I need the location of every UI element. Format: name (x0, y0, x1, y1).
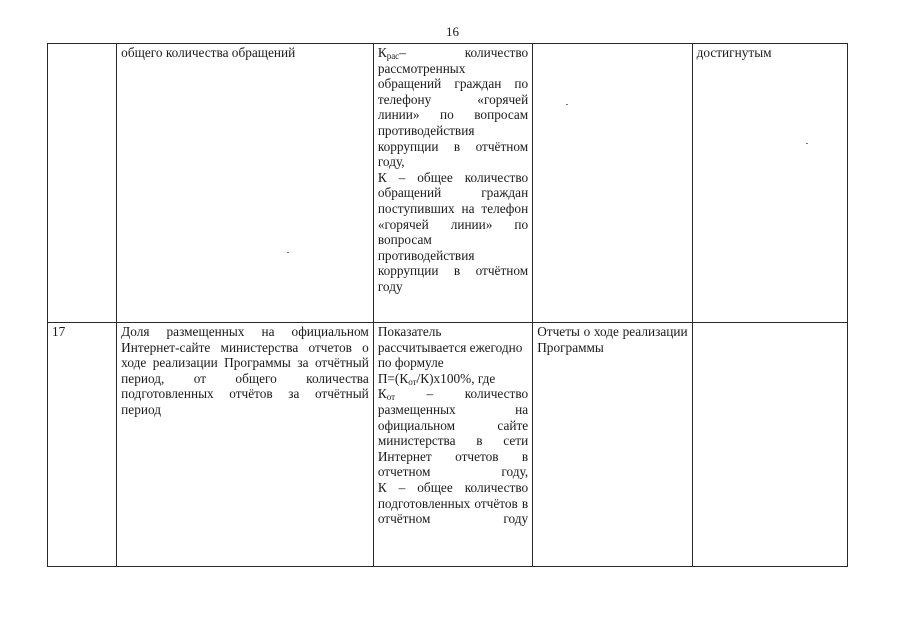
data-source-cell (533, 323, 692, 567)
calculation-method-cell (373, 44, 532, 323)
table-row (48, 44, 848, 323)
method-formula (378, 371, 528, 387)
kot-subscript: от (386, 392, 396, 403)
indicators-table (47, 43, 848, 567)
row-number-cell (48, 44, 117, 323)
indicator-name-cell (117, 323, 374, 567)
formula-subscript: от (408, 376, 417, 387)
table-row (48, 323, 848, 567)
kot-symbol: К (377, 386, 387, 402)
krac-description: количество рассмотренных обращений граждан по телефону «горячей линии» по вопросам противодействия коррупции в отчётном году, (377, 45, 529, 170)
data-source-cell (533, 44, 692, 323)
page-number: 16 (446, 24, 459, 39)
indicator-name-cell (117, 44, 374, 323)
calculation-method-cell (373, 323, 532, 567)
krac-dash: – (399, 45, 406, 60)
kot-definition (378, 386, 528, 480)
row-number-cell: 17 (48, 323, 117, 567)
scan-speck (287, 252, 289, 253)
scan-speck (806, 143, 808, 144)
data-source-text: Отчеты о ходе реализации Программы (537, 324, 688, 355)
krac-subscript: рас (386, 51, 400, 61)
krac-symbol: К (377, 45, 387, 60)
note-cell (692, 323, 847, 567)
formula-end: /К)х100%, где (416, 370, 496, 386)
k-total-definition: К – общее количество обращений граждан поступивших на телефон «горячей линии» по вопросам противодействия коррупции в отчётном году (377, 169, 529, 294)
k-total-definition: К – общее количество подготовленных отчётов в отчётном году (377, 479, 529, 527)
method-intro: Показатель рассчитывается ежегодно по формуле (377, 324, 523, 371)
krac-definition (378, 45, 528, 170)
kot-description: – количество размещенных на официальном сайте министерства в сети Интернет отчетов в отчетном году, (377, 386, 529, 480)
scan-speck (566, 104, 568, 105)
formula-start: П=(К (377, 370, 409, 386)
indicator-name-text: Доля размещенных на официальном Интернет-сайте министерства отчетов о ходе реализации Программы за отчётный период, от общего количества подготовленных отчётов за отчётный период (121, 324, 369, 417)
indicator-name-text: общего количества обращений (121, 45, 296, 60)
note-cell: достигнутым (692, 44, 847, 323)
